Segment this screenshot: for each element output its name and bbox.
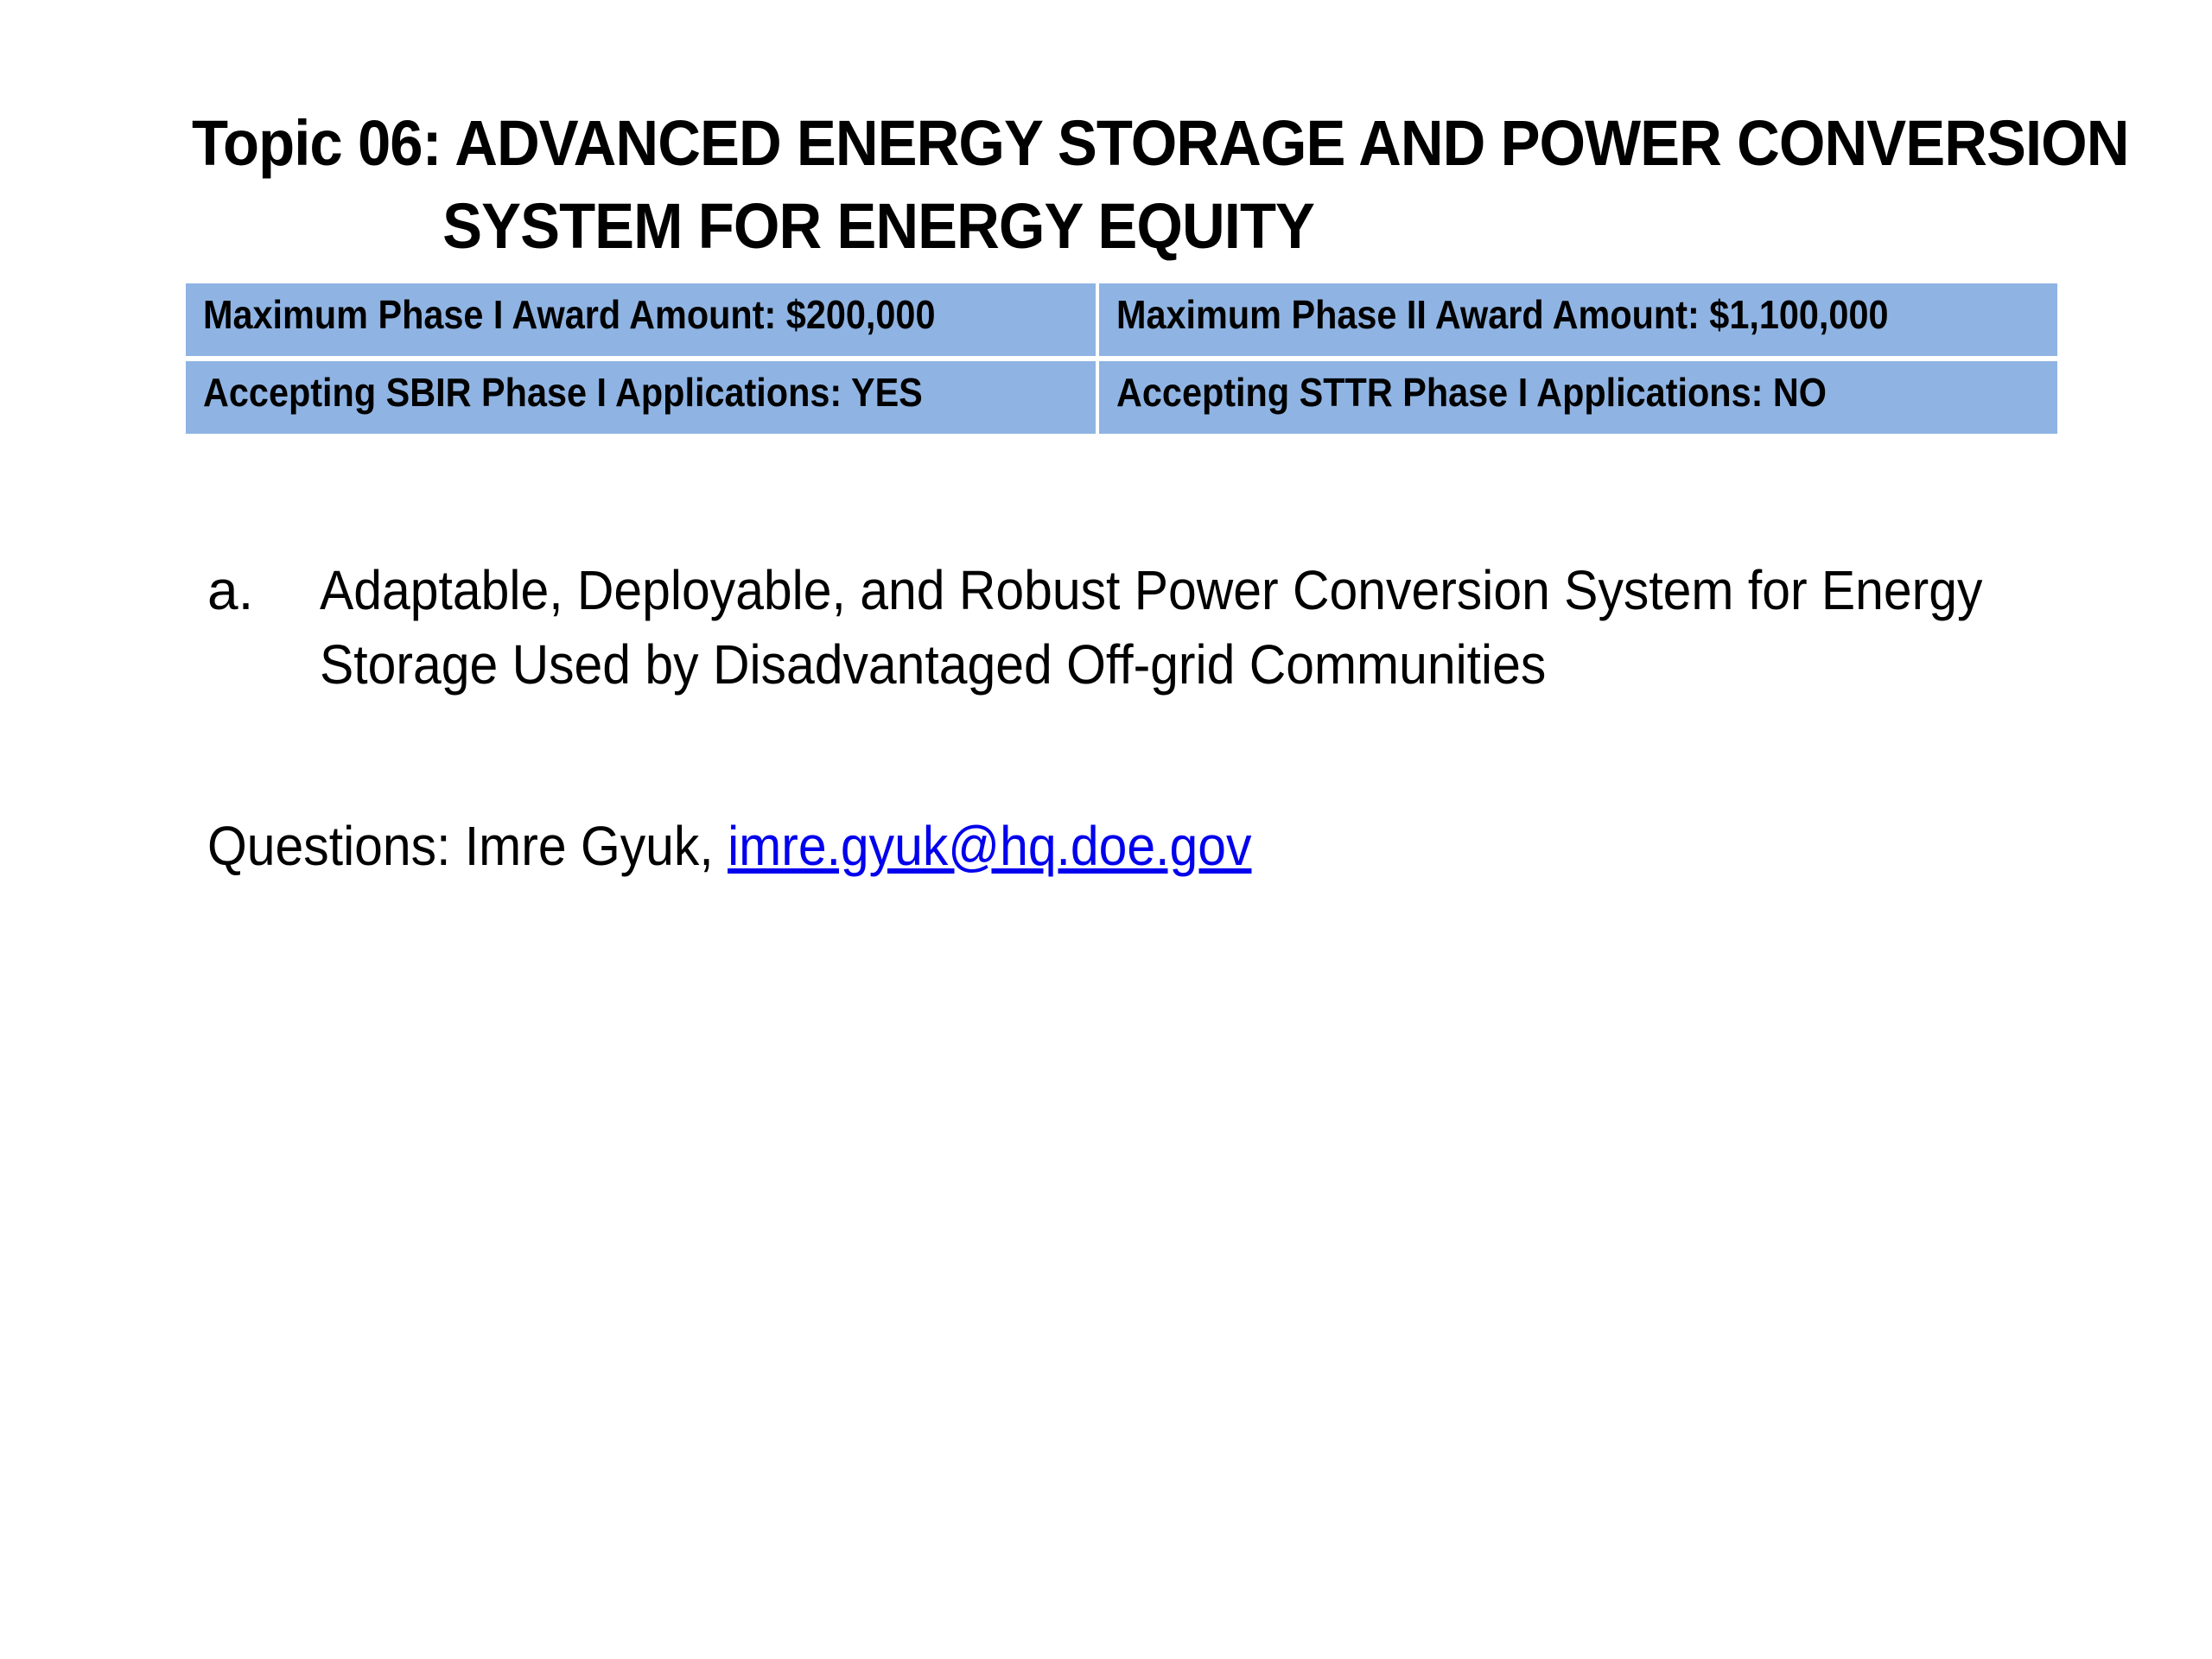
questions-label: Questions: Imre Gyuk, [207, 815, 728, 877]
table-cell-sbir-accepting [186, 361, 1099, 439]
table-cell-sttr-accepting [1099, 361, 2057, 439]
subtopic-text [320, 553, 2069, 702]
table-cell-text: Accepting STTR Phase I Applications: NO [1116, 370, 1827, 415]
table-cell-phase1-award [186, 283, 1099, 361]
questions-contact [207, 809, 1251, 883]
table-cell-text: Maximum Phase II Award Amount: $1,100,000 [1116, 292, 1889, 337]
subtopic-marker: a. [207, 559, 254, 621]
subtopic-line-1: Adaptable, Deployable, and Robust Power Conversion System for Energy [320, 559, 1983, 621]
page-title [192, 102, 2129, 268]
title-line-2: SYSTEM FOR ENERGY EQUITY [442, 190, 1315, 262]
title-line-1: Topic 06: ADVANCED ENERGY STORAGE AND POWER CONVERSION [192, 107, 2129, 179]
table-cell-text: Maximum Phase I Award Amount: $200,000 [203, 292, 936, 337]
table-cell-phase2-award [1099, 283, 2057, 361]
contact-email-link[interactable]: imre.gyuk@hq.doe.gov [728, 815, 1252, 877]
table-row [186, 283, 2057, 361]
subtopic-line-2: Storage Used by Disadvantaged Off-grid Communities [320, 633, 1547, 696]
award-info-table [186, 283, 2057, 439]
table-row [186, 361, 2057, 439]
table-cell-text: Accepting SBIR Phase I Applications: YES [203, 370, 923, 415]
